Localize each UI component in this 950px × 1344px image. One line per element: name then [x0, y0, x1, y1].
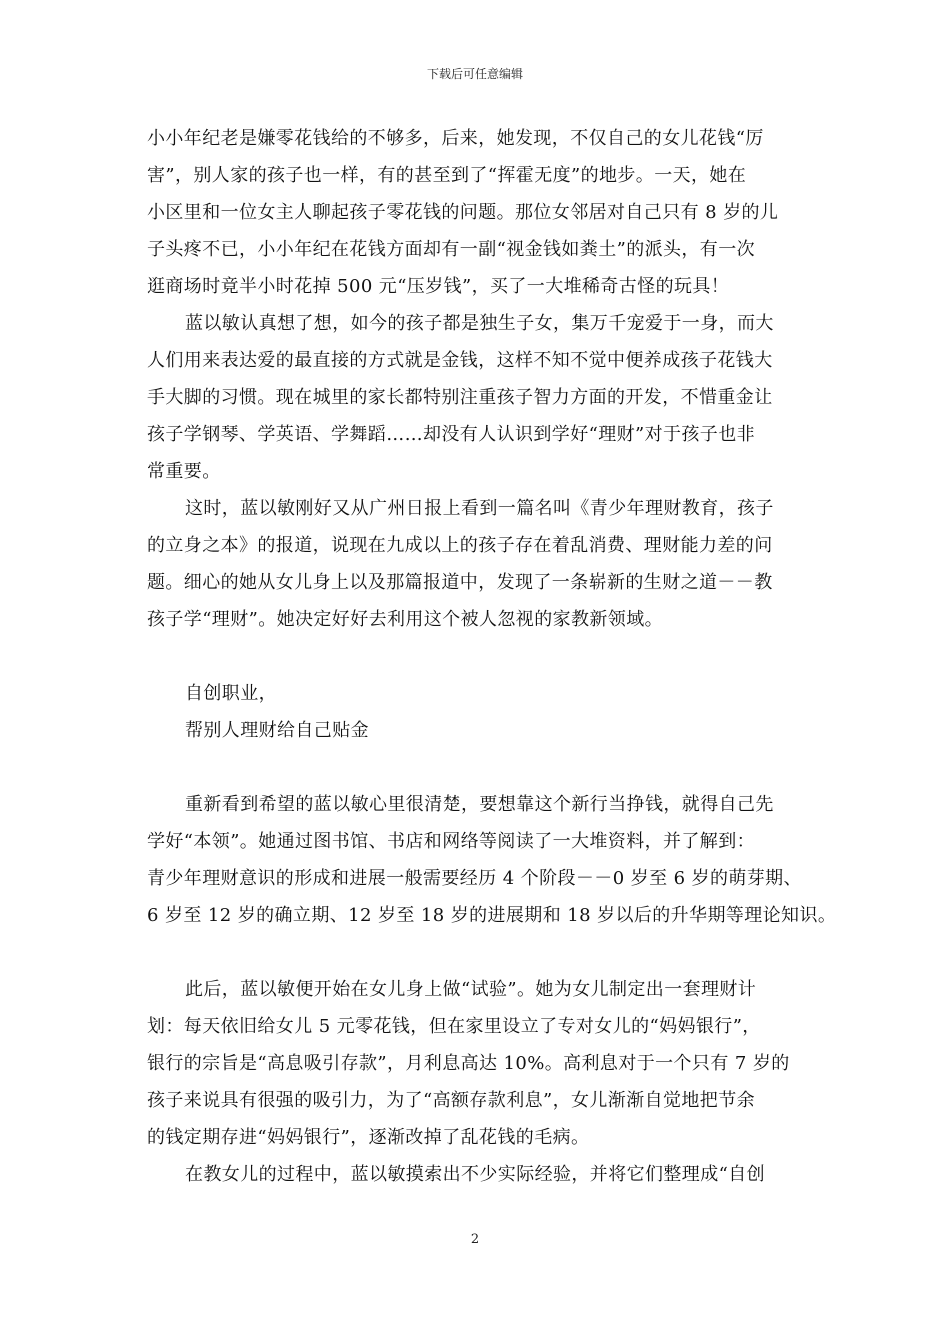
document-body [147, 120, 837, 1193]
text-line: 小小年纪老是嫌零花钱给的不够多，后来，她发现，不仅自己的女儿花钱“厉 [147, 128, 764, 149]
text-line: 重新看到希望的蓝以敏心里很清楚，要想靠这个新行当挣钱，就得自己先 [185, 794, 774, 815]
text-line: 在教女儿的过程中，蓝以敏摸索出不少实际经验，并将它们整理成“自创 [185, 1164, 765, 1185]
text-line: 人们用来表达爱的最直接的方式就是金钱，这样不知不觉中便养成孩子花钱大 [147, 350, 773, 371]
paragraph-gap [147, 749, 807, 786]
text-line: 的立身之本》的报道，说现在九成以上的孩子存在着乱消费、理财能力差的问 [147, 535, 773, 556]
text-line: 划：每天依旧给女儿 5 元零花钱，但在家里设立了专对女儿的“妈妈银行”， [147, 1016, 761, 1037]
text-line: 6 岁至 12 岁的确立期、12 岁至 18 岁的进展期和 18 岁以后的升华期等理论知识。 [147, 905, 837, 926]
text-line: 常重要。 [147, 461, 221, 482]
text-line: 银行的宗旨是“高息吸引存款”，月利息高达 10%。高利息对于一个只有 7 岁的 [147, 1053, 790, 1074]
section-heading: 自创职业， [185, 683, 277, 704]
paragraph-gap [147, 638, 807, 675]
text-line: 逛商场时竟半小时花掉 500 元“压岁钱”，买了一大堆稀奇古怪的玩具！ [147, 276, 730, 297]
text-line: 蓝以敏认真想了想，如今的孩子都是独生子女，集万千宠爱于一身，而大 [185, 313, 774, 334]
section-heading: 帮别人理财给自己贴金 [185, 720, 369, 741]
text-line: 孩子学钢琴、学英语、学舞蹈……却没有人认识到学好“理财”对于孩子也非 [147, 424, 756, 445]
text-line: 此后，蓝以敏便开始在女儿身上做“试验”。她为女儿制定出一套理财计 [185, 979, 757, 1000]
text-line: 小区里和一位女主人聊起孩子零花钱的问题。那位女邻居对自己只有 8 岁的儿 [147, 202, 779, 223]
paragraph-gap [147, 934, 807, 971]
text-line: 这时，蓝以敏刚好又从广州日报上看到一篇名叫《青少年理财教育，孩子 [185, 498, 774, 519]
text-line: 青少年理财意识的形成和进展一般需要经历 4 个阶段－－0 岁至 6 岁的萌芽期、 [147, 868, 802, 889]
text-line: 题。细心的她从女儿身上以及那篇报道中，发现了一条崭新的生财之道－－教 [147, 572, 773, 593]
text-line: 孩子学“理财”。她决定好好去利用这个被人忽视的家教新领域。 [147, 609, 664, 630]
text-line: 孩子来说具有很强的吸引力，为了“高额存款利息”，女儿渐渐自觉地把节余 [147, 1090, 756, 1111]
text-line: 子头疼不已，小小年纪在花钱方面却有一副“视金钱如粪土”的派头，有一次 [147, 239, 756, 260]
page-number: 2 [470, 1232, 480, 1247]
text-line: 的钱定期存进“妈妈银行”，逐渐改掉了乱花钱的毛病。 [147, 1127, 590, 1148]
page-header: 下载后可任意编辑 [426, 67, 523, 81]
text-line: 手大脚的习惯。现在城里的家长都特别注重孩子智力方面的开发，不惜重金让 [147, 387, 773, 408]
text-line: 学好“本领”。她通过图书馆、书店和网络等阅读了一大堆资料，并了解到： [147, 831, 756, 852]
text-line: 害”，别人家的孩子也一样，有的甚至到了“挥霍无度”的地步。一天，她在 [147, 165, 747, 186]
